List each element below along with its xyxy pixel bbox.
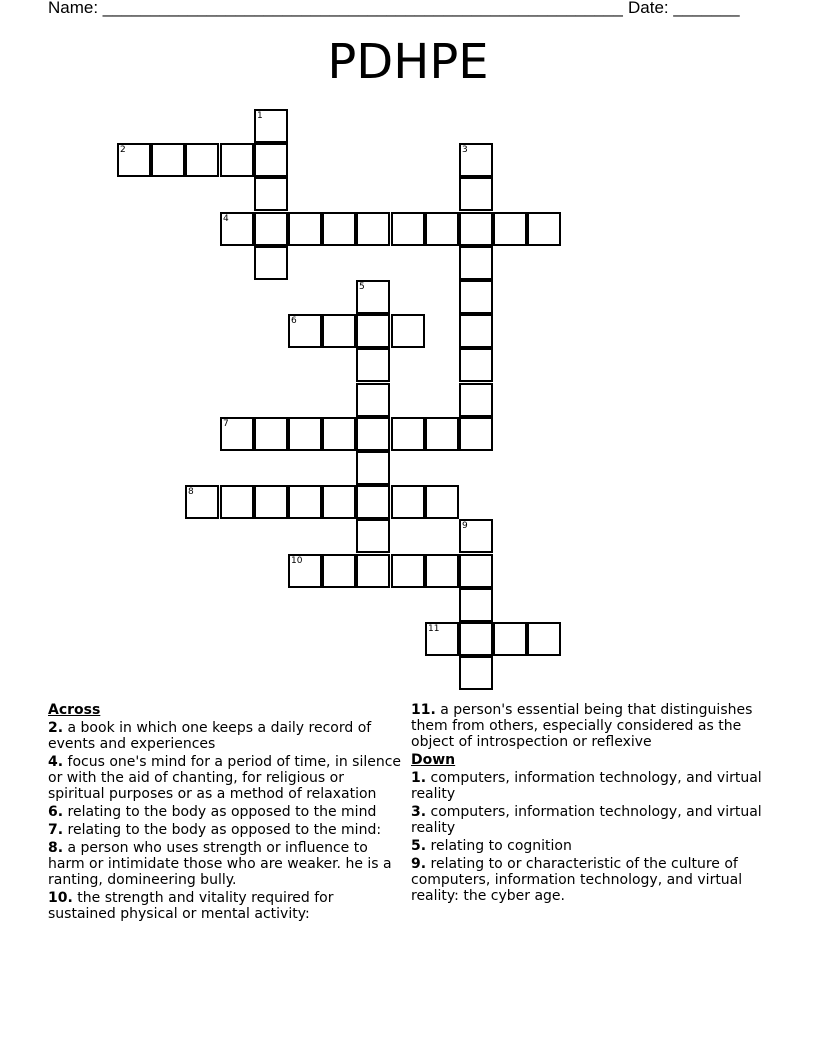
- clue-text: a person who uses strength or influence to harm or intimidate those who are weaker. he is a ranting, domineering bully.: [48, 840, 392, 888]
- crossword-cell[interactable]: [356, 348, 390, 382]
- across-clue: [48, 754, 403, 802]
- crossword-cell[interactable]: [459, 143, 493, 177]
- crossword-cell[interactable]: [288, 314, 322, 348]
- clue-text: a person's essential being that distinguishes them from others, especially considered as the object of introspection or reflexive: [411, 702, 753, 750]
- crossword-cell[interactable]: [459, 246, 493, 280]
- crossword-cell[interactable]: [220, 143, 254, 177]
- crossword-cell[interactable]: [356, 383, 390, 417]
- crossword-cell[interactable]: [151, 143, 185, 177]
- crossword-cell[interactable]: [288, 554, 322, 588]
- clue-number: 3.: [411, 804, 427, 820]
- crossword-cell[interactable]: [391, 485, 425, 519]
- across-heading: Across: [48, 702, 101, 718]
- crossword-cell[interactable]: [254, 212, 288, 246]
- crossword-cell[interactable]: [322, 485, 356, 519]
- crossword-cell[interactable]: [356, 519, 390, 553]
- crossword-cell[interactable]: [254, 246, 288, 280]
- across-clue: [48, 822, 403, 838]
- crossword-cell[interactable]: [459, 383, 493, 417]
- clue-number: 4.: [48, 754, 64, 770]
- clue-text: relating to the body as opposed to the mind: [67, 804, 377, 820]
- cell-number: 3: [462, 145, 468, 155]
- crossword-cell[interactable]: [185, 143, 219, 177]
- clue-number: 11.: [411, 702, 436, 718]
- down-clue: [411, 838, 766, 854]
- cell-number: 4: [223, 214, 229, 224]
- cell-number: 5: [359, 282, 365, 292]
- crossword-cell[interactable]: [527, 622, 561, 656]
- crossword-cell[interactable]: [356, 417, 390, 451]
- clue-number: 5.: [411, 838, 427, 854]
- crossword-cell[interactable]: [493, 622, 527, 656]
- crossword-cell[interactable]: [254, 143, 288, 177]
- cell-number: 11: [428, 624, 440, 634]
- crossword-cell[interactable]: [425, 622, 459, 656]
- cell-number: 6: [291, 316, 297, 326]
- crossword-cell[interactable]: [220, 212, 254, 246]
- crossword-cell[interactable]: [356, 451, 390, 485]
- clue-number: 9.: [411, 856, 427, 872]
- across-clue: [48, 840, 403, 888]
- crossword-cell[interactable]: [459, 314, 493, 348]
- clue-text: relating to cognition: [430, 838, 572, 854]
- crossword-cell[interactable]: [459, 554, 493, 588]
- down-heading: Down: [411, 752, 456, 768]
- cell-number: 1: [257, 111, 263, 121]
- crossword-cell[interactable]: [391, 554, 425, 588]
- crossword-cell[interactable]: [356, 485, 390, 519]
- clue-text: computers, information technology, and virtual reality: [411, 770, 762, 802]
- crossword-cell[interactable]: [185, 485, 219, 519]
- cell-number: 9: [462, 521, 468, 531]
- crossword-cell[interactable]: [459, 212, 493, 246]
- crossword-cell[interactable]: [527, 212, 561, 246]
- crossword-cell[interactable]: [459, 588, 493, 622]
- cell-number: 10: [291, 556, 303, 566]
- clue-number: 8.: [48, 840, 64, 856]
- clue-text: a book in which one keeps a daily record of events and experiences: [48, 720, 372, 752]
- crossword-cell[interactable]: [322, 314, 356, 348]
- cell-number: 2: [120, 145, 126, 155]
- crossword-cell[interactable]: [356, 212, 390, 246]
- clue-number: 7.: [48, 822, 64, 838]
- crossword-cell[interactable]: [425, 417, 459, 451]
- crossword-cell[interactable]: [288, 417, 322, 451]
- name-field: Name: _______________________________________________________: [48, 0, 623, 17]
- across-clue: [48, 804, 403, 820]
- down-clue: [411, 770, 766, 802]
- crossword-cell[interactable]: [425, 554, 459, 588]
- crossword-cell[interactable]: [356, 280, 390, 314]
- crossword-cell[interactable]: [493, 212, 527, 246]
- crossword-cell[interactable]: [356, 314, 390, 348]
- crossword-cell[interactable]: [391, 417, 425, 451]
- clue-text: the strength and vitality required for sustained physical or mental activity:: [48, 890, 334, 922]
- page-title: PDHPE: [327, 34, 489, 90]
- crossword-cell[interactable]: [459, 519, 493, 553]
- crossword-cell[interactable]: [459, 417, 493, 451]
- clue-number: 2.: [48, 720, 64, 736]
- crossword-cell[interactable]: [322, 554, 356, 588]
- date-field: Date: _______: [628, 0, 740, 17]
- clues-column-left: [48, 702, 403, 924]
- crossword-cell[interactable]: [322, 212, 356, 246]
- crossword-cell[interactable]: [254, 485, 288, 519]
- clue-text: relating to the body as opposed to the mind:: [67, 822, 382, 838]
- clue-number: 6.: [48, 804, 64, 820]
- crossword-cell[interactable]: [254, 109, 288, 143]
- clue-text: relating to or characteristic of the culture of computers, information technology, and virtual reality: the cyber age.: [411, 856, 743, 904]
- clue-number: 1.: [411, 770, 427, 786]
- down-clue: [411, 856, 766, 904]
- crossword-cell[interactable]: [459, 280, 493, 314]
- crossword-cell[interactable]: [220, 485, 254, 519]
- crossword-cell[interactable]: [254, 417, 288, 451]
- crossword-cell[interactable]: [425, 212, 459, 246]
- crossword-cell[interactable]: [425, 485, 459, 519]
- crossword-cell[interactable]: [322, 417, 356, 451]
- cell-number: 8: [188, 487, 194, 497]
- across-clue: [48, 890, 403, 922]
- crossword-cell[interactable]: [288, 485, 322, 519]
- crossword-cell[interactable]: [391, 212, 425, 246]
- cell-number: 7: [223, 419, 229, 429]
- clue-text: computers, information technology, and virtual reality: [411, 804, 762, 836]
- across-clue: [411, 702, 766, 750]
- clues-column-right: [411, 702, 766, 906]
- crossword-cell[interactable]: [459, 348, 493, 382]
- crossword-cell[interactable]: [459, 622, 493, 656]
- crossword-cell[interactable]: [254, 177, 288, 211]
- clue-text: focus one's mind for a period of time, in silence or with the aid of chanting, for religious or spiritual purposes or as a method of relaxation: [48, 754, 402, 802]
- crossword-cell[interactable]: [459, 177, 493, 211]
- crossword-cell[interactable]: [356, 554, 390, 588]
- crossword-cell[interactable]: [288, 212, 322, 246]
- crossword-cell[interactable]: [117, 143, 151, 177]
- crossword-cell[interactable]: [220, 417, 254, 451]
- crossword-cell[interactable]: [391, 314, 425, 348]
- clue-number: 10.: [48, 890, 73, 906]
- crossword-cell[interactable]: [459, 656, 493, 690]
- down-clue: [411, 804, 766, 836]
- across-clue: [48, 720, 403, 752]
